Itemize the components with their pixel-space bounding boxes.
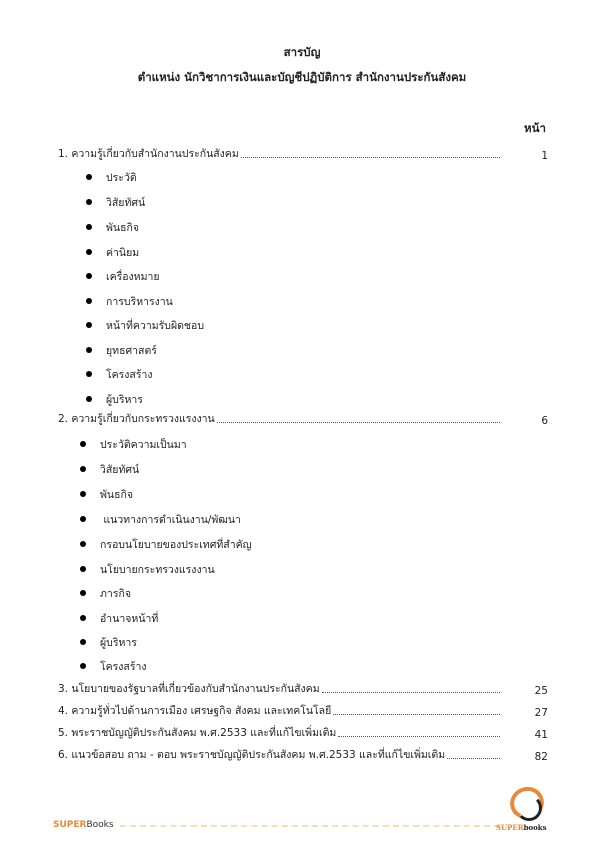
list-item-label: นโยบายกระทรวงแรงงาน <box>100 563 215 576</box>
bullet-icon <box>80 491 86 497</box>
list-item <box>86 366 153 382</box>
dot-leader <box>241 157 500 158</box>
list-item-label: ผู้บริหาร <box>106 393 143 406</box>
brand-books-text: Books <box>86 820 114 830</box>
dot-leader <box>333 714 500 715</box>
list-item-label: ประวัติ <box>106 171 137 184</box>
toc-entry-label: 2. ความรู้เกี่ยวกับกระทรวงแรงงาน <box>58 413 215 425</box>
bullet-icon <box>80 541 86 547</box>
dot-leader <box>322 692 500 693</box>
bullet-icon <box>86 298 92 304</box>
toc-entry-page: 25 <box>534 685 548 697</box>
list-item <box>86 268 160 284</box>
list-item <box>80 585 131 601</box>
list-item <box>86 169 137 185</box>
list-item-label: ค่านิยม <box>106 246 140 259</box>
list-item <box>80 634 137 650</box>
list-item <box>86 244 139 260</box>
list-item <box>86 293 173 309</box>
list-item-label: พันธกิจ <box>100 488 134 501</box>
list-item-label: กรอบนโยบายของประเทศที่สำคัญ <box>100 538 252 551</box>
list-item <box>80 511 241 527</box>
logo-swoosh-icon <box>516 795 542 821</box>
bullet-icon <box>80 615 86 621</box>
bullet-icon <box>80 516 86 522</box>
bullet-icon <box>86 273 92 279</box>
list-item <box>86 317 204 333</box>
bullet-icon <box>80 590 86 596</box>
page-column-label: หน้า <box>524 121 546 135</box>
toc-entry-page: 82 <box>534 751 548 763</box>
list-item-label: อำนาจหน้าที่ <box>100 612 159 625</box>
page-title: สารบัญ <box>283 45 321 59</box>
dot-leader <box>217 422 500 423</box>
dot-leader <box>447 758 500 759</box>
bullet-icon <box>80 639 86 645</box>
footer-brand <box>53 820 114 830</box>
list-item-label: ผู้บริหาร <box>100 636 137 649</box>
toc-entry-label: 1. ความรู้เกี่ยวกับสำนักงานประกันสังคม <box>58 148 239 160</box>
list-item-label: วิสัยทัศน์ <box>100 463 140 476</box>
toc-entry-label: 5. พระราชบัญญัติประกันสังคม พ.ศ.2533 และที่แก้ไขเพิ่มเติม <box>58 727 337 739</box>
list-item-label: การบริหารงาน <box>106 295 173 308</box>
list-item <box>86 342 157 358</box>
list-item-label: แนวทางการดำเนินงาน/พัฒนา <box>100 513 241 526</box>
page-subtitle: ตำแหน่ง นักวิชาการเงินและบัญชีปฏิบัติการ สำนักงานประกันสังคม <box>137 70 467 84</box>
bullet-icon <box>80 566 86 572</box>
list-item-label: หน้าที่ความรับผิดชอบ <box>106 319 205 332</box>
toc-entry-6[interactable] <box>58 747 548 763</box>
list-item-label: ภารกิจ <box>100 587 131 600</box>
toc-entry-3[interactable] <box>58 681 548 697</box>
toc-entry-label: 4. ความรู้ทั่วไปด้านการเมือง เศรษฐกิจ สังคม และเทคโนโลยี <box>58 705 332 717</box>
list-item <box>80 486 133 502</box>
list-item-label: วิสัยทัศน์ <box>106 196 146 209</box>
superbooks-logo <box>496 785 556 835</box>
footer-divider <box>120 825 500 827</box>
list-item <box>86 219 139 235</box>
list-item <box>86 194 145 210</box>
list-item <box>80 461 139 477</box>
logo-books-text: books <box>523 823 547 832</box>
bullet-icon <box>86 249 92 255</box>
toc-entry-page: 41 <box>534 729 548 741</box>
toc-entry-5[interactable] <box>58 725 548 741</box>
bullet-icon <box>80 441 86 447</box>
toc-entry-label: 3. นโยบายของรัฐบาลที่เกี่ยวข้องกับสำนักงานประกันสังคม <box>58 683 320 695</box>
list-item-label: โครงสร้าง <box>100 660 147 673</box>
bullet-icon <box>86 347 92 353</box>
toc-entry-2[interactable] <box>58 411 548 427</box>
toc-entry-page: 6 <box>541 415 548 427</box>
bullet-icon <box>86 174 92 180</box>
logo-super-text: SUPER <box>496 823 524 832</box>
toc-entry-1[interactable] <box>58 146 548 162</box>
list-item-label: ยุทธศาสตร์ <box>106 344 157 357</box>
bullet-icon <box>86 371 92 377</box>
bullet-icon <box>86 322 92 328</box>
toc-entry-label: 6. แนวข้อสอบ ถาม - ตอบ พระราชบัญญัติประกันสังคม พ.ศ.2533 และที่แก้ไขเพิ่มเติม <box>58 749 446 761</box>
list-item <box>80 658 147 674</box>
bullet-icon <box>80 466 86 472</box>
list-item-label: เครื่องหมาย <box>106 270 160 283</box>
bullet-icon <box>86 199 92 205</box>
toc-entry-4[interactable] <box>58 703 548 719</box>
list-item-label: พันธกิจ <box>106 221 140 234</box>
bullet-icon <box>86 396 92 402</box>
list-item <box>80 436 187 452</box>
toc-entry-page: 27 <box>534 707 548 719</box>
toc-entry-page: 1 <box>541 150 548 162</box>
list-item-label: ประวัติความเป็นมา <box>100 438 187 451</box>
bullet-icon <box>86 224 92 230</box>
list-item-label: โครงสร้าง <box>106 368 153 381</box>
brand-super-text: SUPER <box>53 820 87 830</box>
logo-text <box>496 823 547 832</box>
list-item <box>80 561 215 577</box>
list-item <box>80 536 252 552</box>
list-item <box>80 610 158 626</box>
dot-leader <box>338 736 500 737</box>
list-item <box>86 391 143 407</box>
bullet-icon <box>80 663 86 669</box>
